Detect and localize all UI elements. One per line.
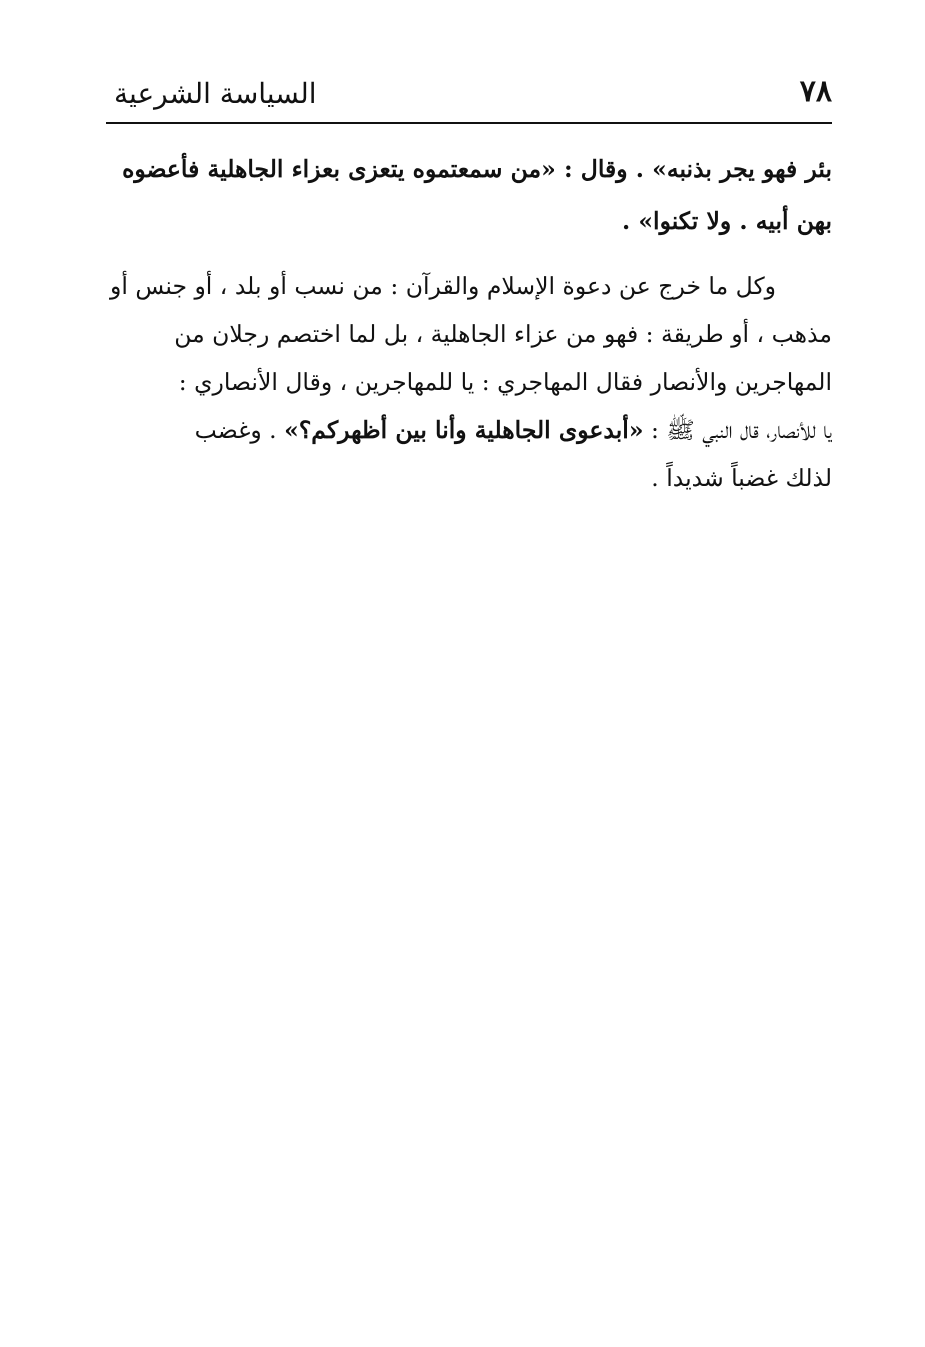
paragraph-1-line-1: بئر فهو يجر بذنبه» . وقال : «من سمعتموه يتعزى بعزاء الجاهلية فأعضوه [122,155,832,183]
prophet-quote: «أبدعوى الجاهلية وأنا بين أظهركم؟» [284,416,644,444]
paragraph-1-line-2: بهن أبيه . ولا تكنوا» . [621,207,832,235]
paragraph-1 [106,143,832,247]
paragraph-2-line-2: مذهب ، أو طريقة : فهو من عزاء الجاهلية ، بل لما اختصم رجلان من [174,320,832,348]
page-header [106,64,832,124]
paragraph-2-line-1: وكل ما خرج عن دعوة الإسلام والقرآن : من نسب أو بلد ، أو جنس أو [110,272,776,300]
paragraph-2-line-4 [106,406,832,454]
line-4-start: يا للأنصار، قال النبي ﷺ : [643,416,832,444]
paragraph-2 [106,262,832,502]
line-4-end: . وغضب [194,416,285,444]
paragraph-2-line-3: المهاجرين والأنصار فقال المهاجري : يا للمهاجرين ، وقال الأنصاري : [178,368,832,396]
running-title: السياسة الشرعية [114,77,317,110]
page-number: ٧٨ [799,74,832,109]
header-rule [106,122,832,124]
paragraph-2-line-5: لذلك غضباً شديداً . [651,464,832,492]
